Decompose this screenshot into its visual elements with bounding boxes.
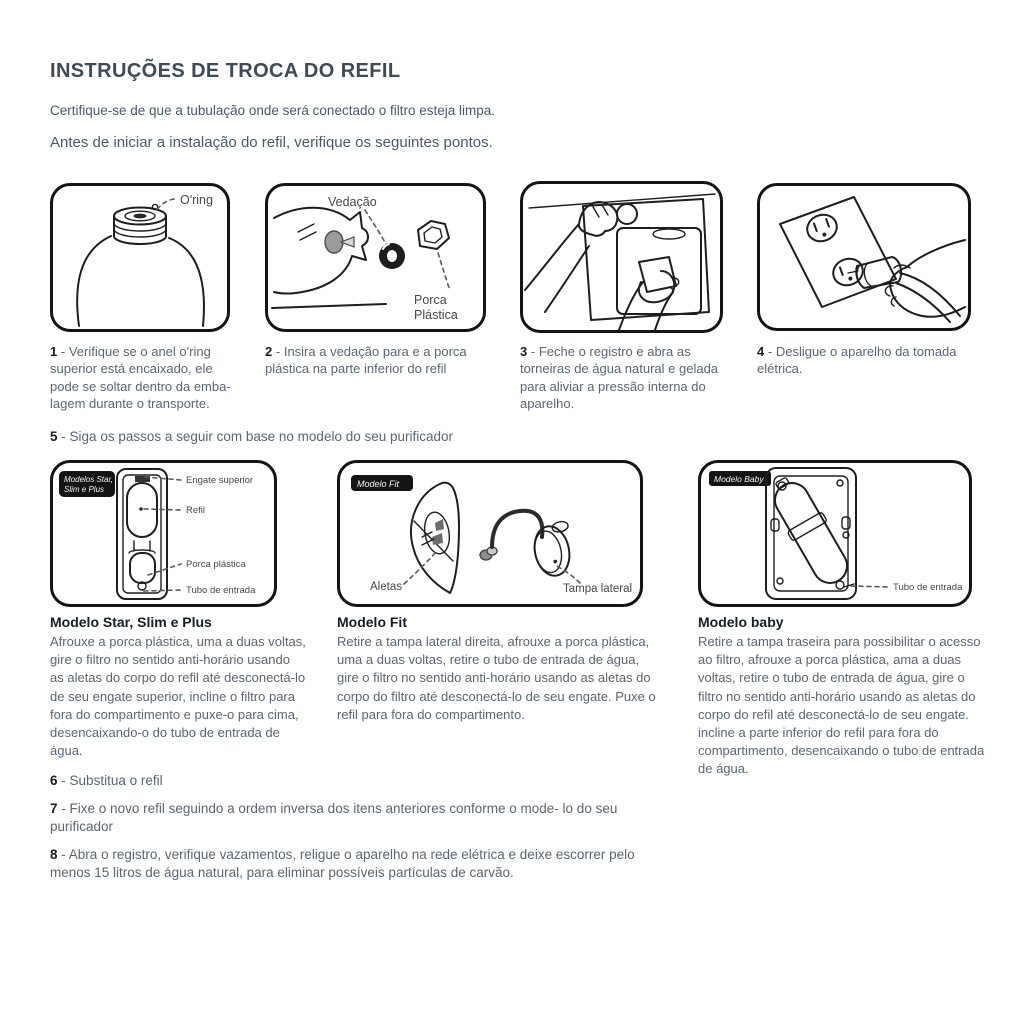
oring-check-illustration	[53, 186, 227, 329]
step6-number: 6	[50, 773, 58, 788]
model-fit-box	[337, 460, 643, 607]
step8-number: 8	[50, 847, 58, 862]
model-baby-text	[698, 614, 986, 779]
model-fit-heading: Modelo Fit	[337, 614, 407, 630]
model-star-badge-line2: Slim e Plus	[64, 485, 105, 494]
step2-caption	[265, 343, 490, 378]
model-star-heading: Modelo Star, Slim e Plus	[50, 614, 212, 630]
model-fit-illustration	[340, 463, 640, 604]
step3-text: Feche o registro e abra as torneiras de água natural e gelada para aliviar a pressão interna do aparelho.	[520, 344, 719, 411]
porca-plastica-label-line2: Plástica	[414, 308, 458, 322]
engate-superior-label: Engate superior	[186, 475, 254, 486]
step5-sep: -	[61, 429, 66, 444]
model-star-slim-plus-box	[50, 460, 277, 607]
model-fit-body: Retire a tampa lateral direita, afrouxe a porca plástica, uma a duas voltas, retire o tubo de entrada de água, gire o filtro no sentido anti-horário usando as aletas do corpo do filtro até desconectá-lo de seu engate. Puxe o refil para fora do compartimento.	[337, 634, 656, 722]
step5-line	[50, 428, 750, 446]
step2-illustration-box	[265, 183, 486, 332]
step6-line	[50, 772, 690, 790]
vedacao-label: Vedação	[328, 195, 377, 209]
page-title: INSTRUÇÕES DE TROCA DO REFIL	[50, 60, 401, 82]
step8-text: Abra o registro, verifique vazamentos, religue o aparelho na rede elétrica e deixe escorrer pelo menos 15 litros de água natural, para eliminar possíveis partículas de carvão.	[50, 847, 635, 881]
step4-number: 4	[757, 344, 765, 359]
step7-line	[50, 800, 675, 836]
step8-line	[50, 846, 660, 882]
step1-illustration-box	[50, 183, 230, 332]
step2-text: Insira a vedação para e a porca plástica na parte inferior do refil	[265, 344, 467, 377]
step6-sep: -	[61, 773, 66, 788]
oring-label: O'ring	[180, 193, 213, 207]
step7-text: Fixe o novo refil seguindo a ordem inversa dos itens anteriores conforme o mode- lo do seu purificador	[50, 801, 618, 835]
step3-number: 3	[520, 344, 528, 359]
seal-nut-illustration	[268, 186, 483, 329]
model-fit-text	[337, 614, 657, 724]
aletas-label: Aletas	[370, 581, 402, 593]
step5-number: 5	[50, 429, 58, 444]
step4-text: Desligue o aparelho da tomada elétrica.	[757, 344, 957, 377]
model-baby-body: Retire a tampa traseira para possibilitar o acesso ao filtro, afrouxe a porca plástica, ama a duas voltas, retire o tubo de entrada de água, gire o filtro no sentido anti-horário usando as aletas do corpo do refil até desconectá-lo de seu engate. incline a parte inferior do refil para fora do compartimento, desencaixando o tubo de entrada de água.	[698, 634, 985, 777]
model-baby-illustration	[701, 463, 969, 604]
refil-label: Refil	[186, 505, 206, 516]
step4-sep: -	[767, 344, 773, 359]
step2-sep: -	[275, 344, 281, 359]
model-star-slim-plus-illustration	[53, 463, 274, 604]
step7-number: 7	[50, 801, 58, 816]
step1-number: 1	[50, 344, 58, 359]
tubo-entrada-baby-label: Tubo de entrada	[893, 582, 963, 593]
model-baby-badge: Modelo Baby	[714, 474, 764, 484]
step7-sep: -	[61, 801, 66, 816]
step1-sep: -	[60, 344, 66, 359]
step3-caption	[520, 343, 738, 412]
close-valve-illustration	[523, 184, 720, 330]
intro-line-1: Certifique-se de que a tubulação onde será conectado o filtro esteja limpa.	[50, 103, 496, 118]
model-star-slim-plus-text	[50, 614, 306, 760]
model-star-badge-line1: Modelos Star,	[64, 475, 113, 484]
unplug-illustration	[760, 186, 968, 328]
porca-plastica-label-line1: Porca	[414, 293, 447, 307]
model-baby-heading: Modelo baby	[698, 614, 784, 630]
step5-text: Siga os passos a seguir com base no modelo do seu purificador	[69, 429, 454, 444]
step8-sep: -	[61, 847, 66, 862]
step1-text: Verifique se o anel o'ring superior está encaixado, ele pode se soltar dentro da emba- lagem durante o transporte.	[50, 344, 231, 411]
step2-number: 2	[265, 344, 273, 359]
intro-line-2: Antes de iniciar a instalação do refil, verifique os seguintes pontos.	[50, 134, 493, 151]
step4-caption	[757, 343, 972, 378]
model-fit-badge: Modelo Fit	[357, 479, 400, 489]
step6-text: Substitua o refil	[69, 773, 163, 788]
step3-illustration-box	[520, 181, 723, 333]
tubo-entrada-label: Tubo de entrada	[186, 585, 256, 596]
model-baby-box	[698, 460, 972, 607]
model-star-body: Afrouxe a porca plástica, uma a duas voltas, gire o filtro no sentido anti-horário usando as aletas do corpo do refil até desconectá-lo de seu engate superior, incline o filtro para fora do compartimento e puxe-o para cima, desencaixando-o do tubo de entrada de água.	[50, 634, 306, 759]
step1-caption	[50, 343, 236, 412]
tampa-lateral-label: Tampa lateral	[563, 583, 633, 595]
step3-sep: -	[530, 344, 536, 359]
porca-plastica-label: Porca plástica	[186, 559, 246, 570]
step4-illustration-box	[757, 183, 971, 331]
